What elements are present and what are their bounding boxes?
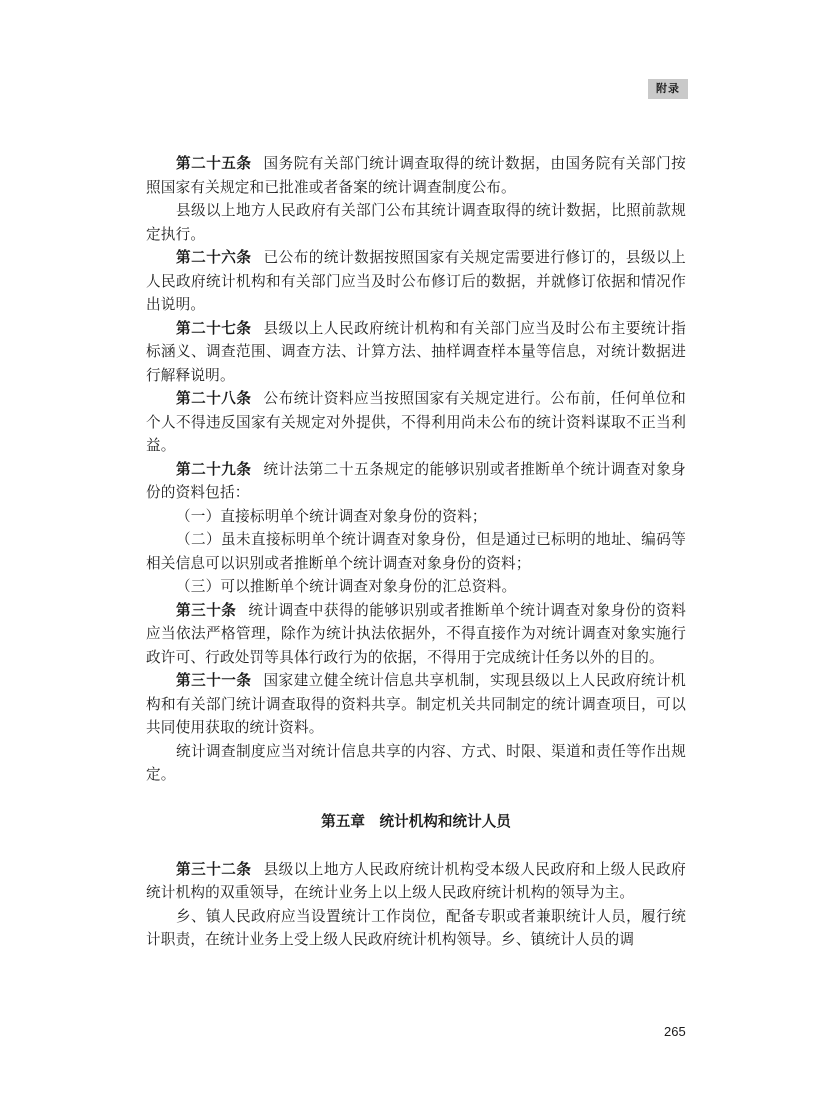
article-paragraph (146, 905, 686, 952)
page-number: 265 (664, 1024, 686, 1039)
article-text: 统计调查中获得的能够识别或者推断单个统计调查对象身份的资料应当依法严格管理，除作为统计执法依据外，不得直接作为对统计调查对象实施行政许可、行政处罚等具体行政行为的依据，不得用于完成统计任务以外的目的。 (146, 601, 686, 666)
article-text: 县级以上地方人民政府有关部门公布其统计调查取得的统计数据，比照前款规定执行。 (146, 202, 686, 243)
article-paragraph (146, 740, 686, 787)
article-number: 第三十条 (176, 601, 237, 619)
article-text: 统计调查制度应当对统计信息共享的内容、方式、时限、渠道和责任等作出规定。 (146, 742, 686, 783)
list-item (146, 528, 686, 575)
article-text: （三）可以推断单个统计调查对象身份的汇总资料。 (176, 578, 517, 595)
article-group-part2 (146, 858, 686, 952)
article-number: 第三十一条 (176, 672, 252, 689)
article-paragraph (146, 458, 686, 505)
article-text: 乡、镇人民政府应当设置统计工作岗位，配备专职或者兼职统计人员，履行统计职责，在统计业务上受上级人民政府统计机构领导。乡、镇统计人员的调 (146, 907, 686, 948)
article-paragraph (146, 246, 686, 317)
article-text: （二）虽未直接标明单个统计调查对象身份，但是通过已标明的地址、编码等相关信息可以识别或者推断单个统计调查对象身份的资料； (146, 531, 686, 572)
article-text: 国家建立健全统计信息共享机制，实现县级以上人民政府统计机构和有关部门统计调查取得的资料共享。制定机关共同制定的统计调查项目，可以共同使用获取的统计资料。 (146, 672, 686, 736)
article-paragraph (146, 599, 686, 670)
article-text: 县级以上人民政府统计机构和有关部门应当及时公布主要统计指标涵义、调查范围、调查方法、计算方法、抽样调查样本量等信息，对统计数据进行解释说明。 (146, 319, 686, 384)
article-paragraph (146, 669, 686, 740)
article-paragraph (146, 152, 686, 199)
list-item (146, 505, 686, 529)
article-text: 已公布的统计数据按照国家有关规定需要进行修订的，县级以上人民政府统计机构和有关部门应当及时公布修订后的数据，并就修订依据和情况作出说明。 (146, 249, 686, 313)
article-paragraph (146, 199, 686, 246)
article-text: 县级以上地方人民政府统计机构受本级人民政府和上级人民政府统计机构的双重领导，在统计业务上以上级人民政府统计机构的领导为主。 (146, 860, 686, 901)
article-number: 第二十五条 (176, 155, 252, 172)
article-text: （一）直接标明单个统计调查对象身份的资料； (176, 507, 487, 525)
article-number: 第二十六条 (176, 249, 252, 266)
document-body (146, 152, 686, 952)
article-number: 第二十九条 (176, 460, 252, 478)
article-paragraph (146, 317, 686, 388)
article-text: 公布统计资料应当按照国家有关规定进行。公布前，任何单位和个人不得违反国家有关规定对外提供，不得利用尚未公布的统计资料谋取不正当利益。 (146, 390, 686, 454)
article-number: 第三十二条 (176, 860, 252, 878)
article-number: 第二十七条 (176, 319, 252, 337)
article-number: 第二十八条 (176, 390, 252, 407)
chapter-title: 第五章 统计机构和统计人员 (321, 812, 511, 830)
article-group-part1 (146, 152, 686, 787)
list-item (146, 575, 686, 599)
article-paragraph (146, 858, 686, 905)
article-text: 国务院有关部门统计调查取得的统计数据，由国务院有关部门按照国家有关规定和已批准或者备案的统计调查制度公布。 (146, 155, 686, 196)
article-paragraph (146, 387, 686, 458)
article-text: 统计法第二十五条规定的能够识别或者推断单个统计调查对象身份的资料包括： (146, 460, 686, 501)
appendix-section-tab: 附录 (648, 79, 688, 99)
